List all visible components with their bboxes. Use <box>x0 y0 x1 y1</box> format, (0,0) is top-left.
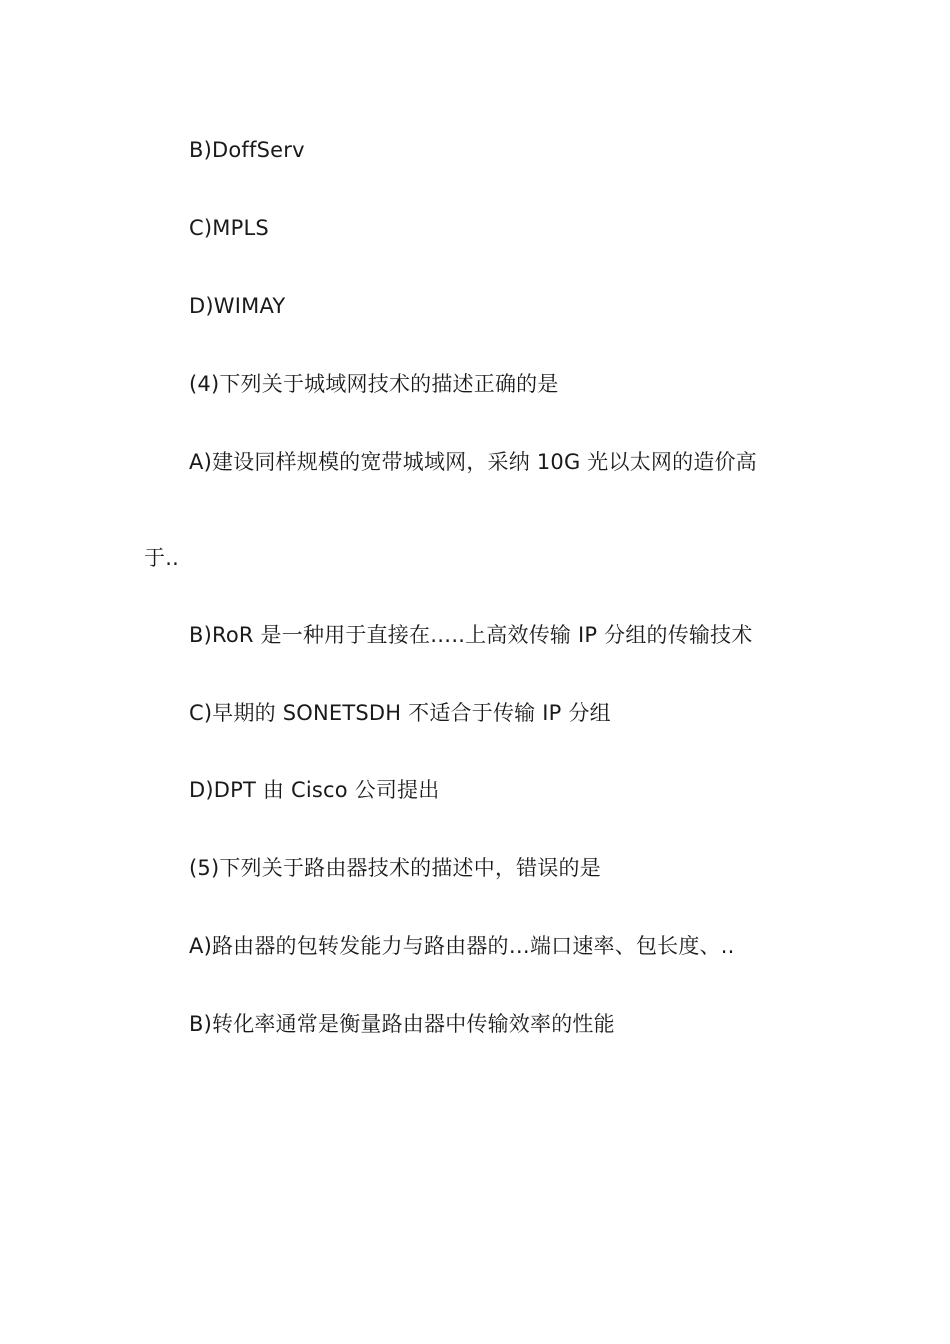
question-4-option-d: D)DPT 由 Cisco 公司提出 <box>189 778 440 802</box>
option-c-line: C)MPLS <box>189 216 269 240</box>
option-b-line: B)DoffServ <box>189 138 305 162</box>
question-4-option-a: A)建设同样规模的宽带城域网，采纳 10G 光以太网的造价高 <box>189 450 757 474</box>
question-5-option-a: A)路由器的包转发能力与路由器的…端口速率、包长度、.. <box>189 934 735 958</box>
question-4-text: (4)下列关于城域网技术的描述正确的是 <box>189 372 559 396</box>
question-4-option-b: B)RoR 是一种用于直接在…..上高效传输 IP 分组的传输技术 <box>189 623 753 647</box>
question-4-option-c: C)早期的 SONETSDH 不适合于传输 IP 分组 <box>189 701 611 725</box>
question-5-option-b: B)转化率通常是衡量路由器中传输效率的性能 <box>189 1012 615 1036</box>
question-4-option-a-continuation: 于.. <box>144 546 179 570</box>
option-d-line: D)WIMAY <box>189 294 286 318</box>
question-5-text: (5)下列关于路由器技术的描述中，错误的是 <box>189 856 601 880</box>
